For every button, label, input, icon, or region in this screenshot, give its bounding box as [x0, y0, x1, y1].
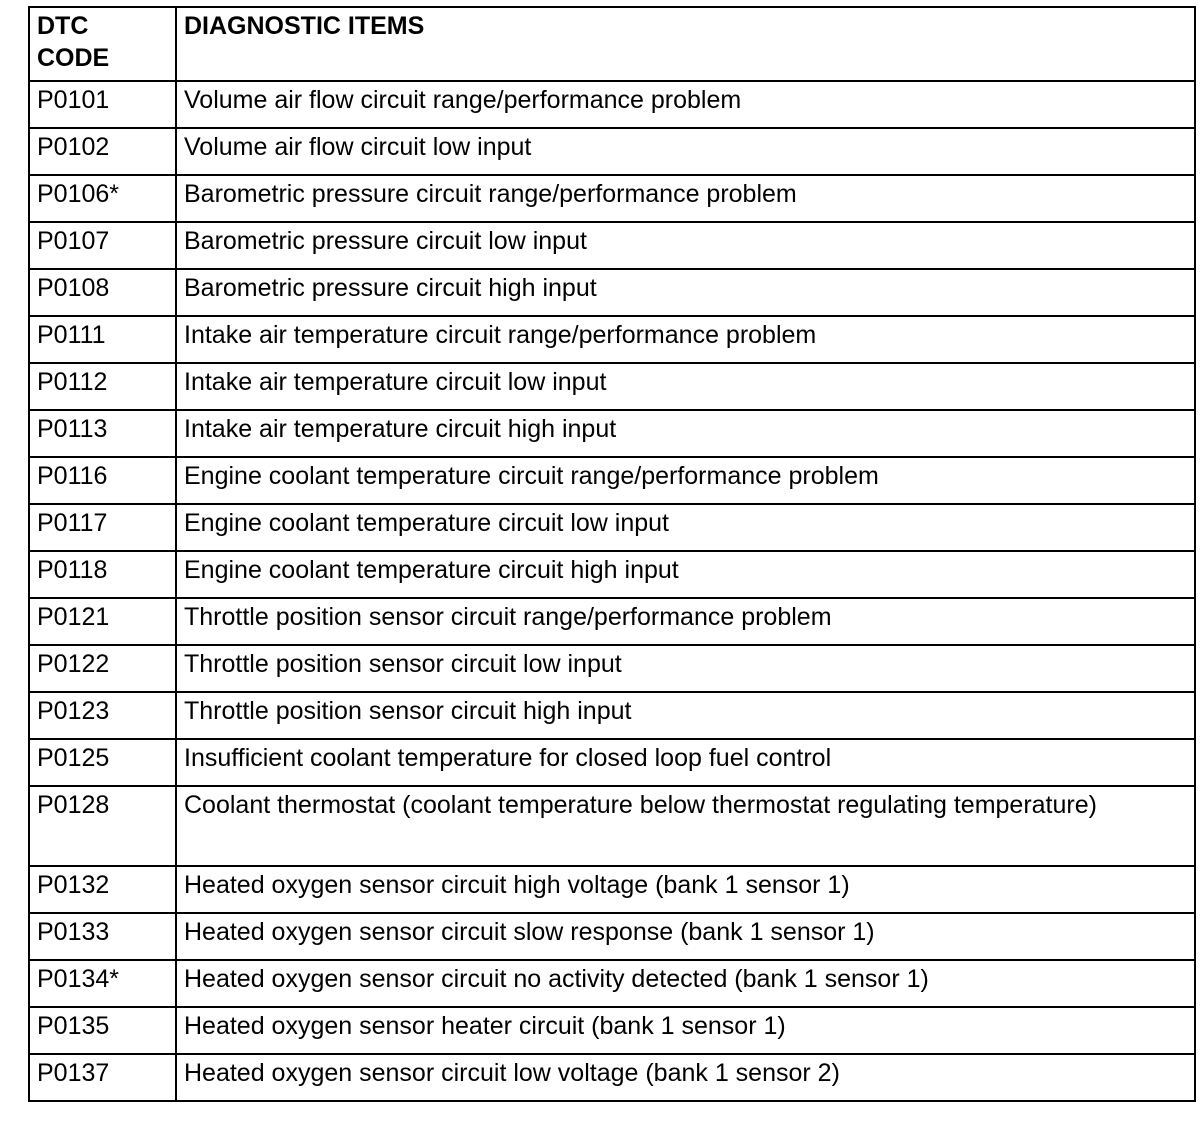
- header-diagnostic-items: DIAGNOSTIC ITEMS: [176, 7, 1195, 81]
- table-row: [29, 692, 1195, 739]
- table-row: [29, 866, 1195, 913]
- diagnostic-item-cell: Volume air flow circuit range/performance problem: [176, 81, 1195, 128]
- table-row: [29, 786, 1195, 866]
- dtc-code-cell: P0108: [29, 269, 176, 316]
- diagnostic-item-cell: Heated oxygen sensor circuit low voltage (bank 1 sensor 2): [176, 1054, 1195, 1101]
- dtc-code-cell: P0106*: [29, 175, 176, 222]
- table-row: [29, 316, 1195, 363]
- diagnostic-item-cell: Insufficient coolant temperature for closed loop fuel control: [176, 739, 1195, 786]
- dtc-code-cell: P0137: [29, 1054, 176, 1101]
- table-row: [29, 551, 1195, 598]
- diagnostic-item-cell: Throttle position sensor circuit low input: [176, 645, 1195, 692]
- dtc-code-cell: P0118: [29, 551, 176, 598]
- diagnostic-item-cell: Engine coolant temperature circuit range/performance problem: [176, 457, 1195, 504]
- diagnostic-item-cell: Volume air flow circuit low input: [176, 128, 1195, 175]
- table-row: [29, 175, 1195, 222]
- table-row: [29, 128, 1195, 175]
- diagnostic-item-cell: Intake air temperature circuit low input: [176, 363, 1195, 410]
- dtc-code-cell: P0135: [29, 1007, 176, 1054]
- diagnostic-item-cell: Barometric pressure circuit range/performance problem: [176, 175, 1195, 222]
- header-code-line2: CODE: [37, 44, 110, 72]
- diagnostic-item-cell: Throttle position sensor circuit range/performance problem: [176, 598, 1195, 645]
- diagnostic-item-cell: Intake air temperature circuit high input: [176, 410, 1195, 457]
- table-row: [29, 410, 1195, 457]
- dtc-code-cell: P0128: [29, 786, 176, 866]
- table-row: [29, 269, 1195, 316]
- diagnostic-item-cell: Heated oxygen sensor circuit no activity detected (bank 1 sensor 1): [176, 960, 1195, 1007]
- dtc-table-body: [29, 81, 1195, 1101]
- dtc-code-cell: P0112: [29, 363, 176, 410]
- diagnostic-item-cell: Engine coolant temperature circuit low input: [176, 504, 1195, 551]
- table-row: [29, 913, 1195, 960]
- dtc-code-cell: P0113: [29, 410, 176, 457]
- diagnostic-item-cell: Heated oxygen sensor circuit slow response (bank 1 sensor 1): [176, 913, 1195, 960]
- table-row: [29, 598, 1195, 645]
- dtc-code-cell: P0122: [29, 645, 176, 692]
- diagnostic-item-cell: Heated oxygen sensor circuit high voltage (bank 1 sensor 1): [176, 866, 1195, 913]
- dtc-code-cell: P0117: [29, 504, 176, 551]
- diagnostic-item-cell: Barometric pressure circuit low input: [176, 222, 1195, 269]
- diagnostic-item-cell: Intake air temperature circuit range/performance problem: [176, 316, 1195, 363]
- dtc-code-cell: P0123: [29, 692, 176, 739]
- table-row: [29, 81, 1195, 128]
- diagnostic-item-cell: Barometric pressure circuit high input: [176, 269, 1195, 316]
- dtc-table-container: [28, 6, 1194, 1102]
- dtc-code-cell: P0125: [29, 739, 176, 786]
- table-row: [29, 1007, 1195, 1054]
- dtc-code-cell: P0132: [29, 866, 176, 913]
- table-row: [29, 222, 1195, 269]
- table-row: [29, 960, 1195, 1007]
- table-row: [29, 363, 1195, 410]
- table-row: [29, 645, 1195, 692]
- dtc-code-cell: P0121: [29, 598, 176, 645]
- diagnostic-item-cell: Engine coolant temperature circuit high input: [176, 551, 1195, 598]
- diagnostic-item-cell: Heated oxygen sensor heater circuit (bank 1 sensor 1): [176, 1007, 1195, 1054]
- table-row: [29, 739, 1195, 786]
- diagnostic-item-cell: Throttle position sensor circuit high input: [176, 692, 1195, 739]
- dtc-code-cell: P0111: [29, 316, 176, 363]
- dtc-code-cell: P0102: [29, 128, 176, 175]
- diagnostic-item-cell: Coolant thermostat (coolant temperature below thermostat regulating temperature): [176, 786, 1195, 866]
- dtc-code-cell: P0133: [29, 913, 176, 960]
- header-dtc-code: [29, 7, 176, 81]
- dtc-table: [28, 6, 1196, 1102]
- table-row: [29, 504, 1195, 551]
- header-code-line1: DTC: [37, 12, 89, 40]
- table-row: [29, 1054, 1195, 1101]
- dtc-code-cell: P0116: [29, 457, 176, 504]
- dtc-code-cell: P0107: [29, 222, 176, 269]
- dtc-code-cell: P0134*: [29, 960, 176, 1007]
- table-row: [29, 457, 1195, 504]
- dtc-code-cell: P0101: [29, 81, 176, 128]
- header-row: [29, 7, 1195, 81]
